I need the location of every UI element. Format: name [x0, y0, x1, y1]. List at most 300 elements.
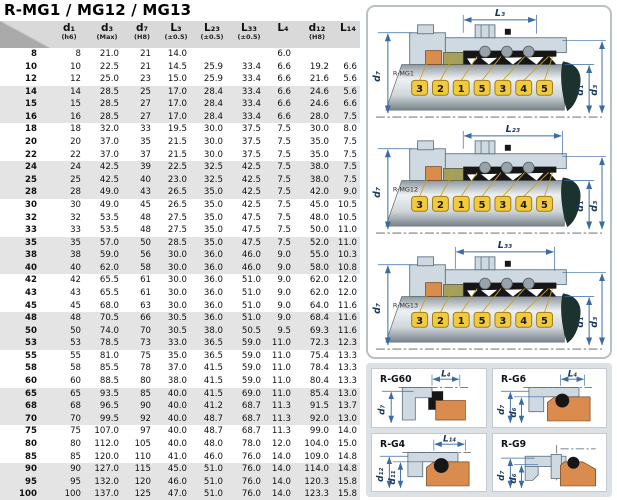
dimension-cell: 32.0	[99, 124, 119, 135]
dimension-cell: 11.3	[271, 413, 291, 424]
row-size-label: 50	[25, 325, 37, 336]
dimension-cell: 11.0	[271, 350, 291, 361]
dimension-cell: 58	[70, 363, 81, 374]
dim-label-d1: d₁	[575, 84, 587, 96]
dimension-cell: 14.0	[167, 49, 187, 59]
detail-panel-r-g6	[492, 368, 608, 428]
dimension-cell: 59.0	[241, 376, 261, 387]
dim-label-d7: d₇	[496, 470, 507, 481]
dimension-cell: 7.5	[343, 137, 357, 148]
dimension-cell: 47.5	[241, 212, 261, 223]
table-row	[0, 111, 360, 124]
dimension-cell: 11.3	[271, 401, 291, 412]
dimension-cell: 47.5	[241, 225, 261, 236]
dim-label-d11: d₁₁	[387, 470, 398, 485]
row-size-label: 43	[25, 287, 37, 298]
dimension-cell: 65.5	[99, 287, 119, 298]
dimension-cell: 13.0	[337, 413, 357, 424]
dimension-cell: 26.5	[167, 199, 187, 210]
svg-text:1: 1	[457, 199, 465, 211]
dimension-cell: 12.0	[337, 287, 357, 298]
dimension-cell: 68.4	[309, 313, 329, 324]
diagram-r-mg1	[368, 7, 610, 123]
dim-label-d1: d₁	[575, 200, 587, 212]
dimension-cell: 11.6	[337, 300, 357, 311]
dimension-cell: 41.5	[203, 363, 223, 374]
table-row	[0, 86, 360, 99]
table-row	[0, 174, 360, 187]
dimension-cell: 127.0	[94, 464, 119, 475]
table-row	[0, 350, 360, 363]
dimension-cell: 22.5	[167, 162, 187, 173]
dim-label-d7: d₇	[496, 404, 507, 415]
column-header: d₇ (H8)	[126, 21, 158, 48]
dimension-cell: 25.0	[99, 74, 119, 85]
dimension-cell: 30.0	[167, 287, 187, 298]
column-header: L₁₄	[336, 21, 360, 48]
dimension-cell: 14.5	[167, 61, 187, 72]
dimension-cell: 6.6	[277, 111, 291, 122]
dimension-cell: 58	[140, 262, 151, 273]
dimension-cell: 7.5	[277, 199, 291, 210]
dimension-cell: 52.0	[309, 237, 329, 248]
dimension-cell: 13.3	[337, 350, 357, 361]
dimension-cell: 10.5	[337, 199, 357, 210]
dimension-cell: 9.0	[277, 250, 291, 261]
dimension-cell: 57.0	[99, 237, 119, 248]
dimension-cell: 36.0	[203, 287, 223, 298]
column-header: L₃₃ (±0.5)	[230, 21, 268, 48]
dimension-cell: 30.0	[167, 275, 187, 286]
dimension-cell: 120.3	[304, 476, 329, 487]
dimension-cell: 17.0	[167, 111, 187, 122]
dimension-cell: 14.0	[271, 476, 291, 487]
dimension-cell: 42.0	[309, 187, 329, 198]
dimension-cell: 33	[70, 225, 81, 236]
dimension-cell: 51.0	[241, 313, 261, 324]
row-size-label: 53	[25, 338, 37, 349]
dimension-cell: 88.5	[99, 376, 119, 387]
dimension-cell: 7.5	[277, 162, 291, 173]
table-row	[0, 212, 360, 225]
dimension-cell: 14.8	[337, 451, 357, 462]
row-size-label: 25	[25, 174, 37, 185]
dimension-cell: 13.3	[337, 376, 357, 387]
panel-title: R-G60	[380, 373, 412, 385]
detail-panel-r-g4	[371, 433, 487, 493]
row-size-label: 75	[25, 426, 37, 437]
dimension-cell: 33.4	[241, 86, 261, 97]
dimension-cell: 45.0	[309, 199, 329, 210]
svg-text:4: 4	[520, 199, 528, 211]
svg-text:3: 3	[499, 199, 507, 211]
dimension-cell: 33.4	[241, 111, 261, 122]
dimension-cell: 70.5	[99, 313, 119, 324]
svg-text:3: 3	[416, 199, 424, 211]
row-size-label: 85	[25, 451, 37, 462]
dimension-cell: 28.5	[99, 86, 119, 97]
dimension-cell: 7.5	[277, 124, 291, 135]
table-row	[0, 300, 360, 313]
svg-text:4: 4	[520, 315, 528, 327]
svg-text:1: 1	[457, 315, 465, 327]
svg-text:5: 5	[478, 199, 486, 211]
table-row	[0, 400, 360, 413]
dimension-cell: 11.3	[271, 426, 291, 437]
dimension-cell: 36.0	[203, 300, 223, 311]
dimension-cell: 120	[134, 476, 151, 487]
row-size-label: 95	[25, 476, 37, 487]
dimension-cell: 7.5	[277, 237, 291, 248]
table-row	[0, 249, 360, 262]
dimension-cell: 6.6	[343, 99, 357, 110]
dimension-cell: 62.0	[309, 275, 329, 286]
dimension-cell: 38.0	[309, 162, 329, 173]
dim-top-l4	[560, 369, 584, 385]
table-row	[0, 224, 360, 237]
dimension-cell: 85.5	[99, 363, 119, 374]
dimension-cell: 96.5	[99, 401, 119, 412]
panel-title: R-G6	[500, 373, 526, 385]
dimension-cell: 53.5	[99, 225, 119, 236]
dimension-cell: 53	[70, 338, 81, 349]
row-size-label: 35	[25, 237, 37, 248]
dimension-cell: 40.0	[167, 401, 187, 412]
dimension-cell: 48.7	[203, 426, 223, 437]
diagram-name-label: R-MG13	[392, 301, 419, 310]
dim-label-l14: L₁₄	[442, 433, 457, 444]
dimension-cell: 47.0	[167, 489, 187, 500]
table-row	[0, 149, 360, 162]
dimension-cell: 93.5	[99, 388, 119, 399]
diagram-r-mg12	[368, 123, 610, 239]
dimension-cell: 123.3	[304, 489, 329, 500]
table-row	[0, 413, 360, 426]
dimension-cell: 19.5	[167, 124, 187, 135]
dimension-cell: 35.0	[203, 225, 223, 236]
svg-text:3: 3	[416, 83, 424, 95]
svg-text:3: 3	[416, 315, 424, 327]
dimension-cell: 65	[70, 388, 81, 399]
dimension-cell: 110	[134, 451, 151, 462]
dimension-cell: 30.5	[167, 313, 187, 324]
dimension-cell: 27.5	[167, 212, 187, 223]
dimension-cell: 6.6	[277, 74, 291, 85]
dimension-cell: 14.8	[337, 464, 357, 475]
dimension-cell: 76.0	[241, 451, 261, 462]
dimension-cell: 6.6	[277, 99, 291, 110]
dimension-cell: 40.0	[167, 438, 187, 449]
dimension-cell: 39	[140, 162, 151, 173]
dimension-cell: 36.0	[203, 250, 223, 261]
dim-label-d1: d₁	[575, 316, 587, 328]
dimension-cell: 11.0	[271, 338, 291, 349]
dimension-cell: 42.5	[241, 187, 261, 198]
dimension-cell: 12	[70, 74, 81, 85]
dimension-cell: 42.5	[241, 162, 261, 173]
dimension-cell: 21.0	[99, 49, 119, 59]
row-size-label: 65	[25, 388, 37, 399]
column-header: L₃ (±0.5)	[158, 21, 194, 48]
dimension-cell: 60	[70, 376, 81, 387]
dimension-cell: 48.0	[203, 438, 223, 449]
row-size-label: 55	[25, 350, 37, 361]
dimension-cell: 35.0	[203, 187, 223, 198]
table-row	[0, 488, 360, 500]
dimension-cell: 61	[140, 275, 151, 286]
dimension-cell: 33.4	[241, 74, 261, 85]
dimension-cell: 41.5	[203, 376, 223, 387]
dimension-cell: 37.5	[241, 137, 261, 148]
row-size-label: 30	[25, 199, 37, 210]
dimension-cell: 35.0	[167, 350, 187, 361]
row-size-label: 16	[25, 111, 37, 122]
dimension-cell: 48.0	[309, 212, 329, 223]
dimension-cell: 10.5	[337, 212, 357, 223]
dimension-cell: 69.0	[241, 388, 261, 399]
dimension-cell: 36.5	[203, 338, 223, 349]
dimension-cell: 112.0	[94, 438, 119, 449]
dimension-cell: 28.4	[203, 86, 223, 97]
dimension-cell: 107.0	[94, 426, 119, 437]
dimension-cell: 68.0	[99, 300, 119, 311]
table-row	[0, 274, 360, 287]
dimension-cell: 50	[70, 325, 81, 336]
dimension-cell: 37.0	[99, 137, 119, 148]
dimension-cell: 56	[140, 250, 151, 261]
dimension-cell: 21.5	[167, 149, 187, 160]
table-row	[0, 337, 360, 350]
row-size-label: 18	[25, 124, 37, 135]
dimension-cell: 33.4	[241, 99, 261, 110]
dimension-cell: 7.5	[343, 174, 357, 185]
dim-label-l4: L₄	[567, 369, 577, 380]
dimension-cell: 27.5	[167, 225, 187, 236]
dimension-cell: 7.5	[343, 162, 357, 173]
dimension-cell: 10.8	[337, 262, 357, 273]
dimension-cell: 43	[140, 187, 151, 198]
dimension-cell: 9.0	[277, 275, 291, 286]
dimension-cell: 80.4	[309, 376, 329, 387]
dimension-cell: 41.2	[203, 401, 223, 412]
dimension-cell: 6.6	[343, 61, 357, 72]
dim-label-d7: d₇	[377, 404, 388, 415]
dimension-cell: 61	[140, 287, 151, 298]
dimension-cell: 50.0	[309, 225, 329, 236]
row-size-label: 60	[25, 376, 37, 387]
panel-title: R-G9	[500, 438, 526, 450]
dimension-cell	[298, 48, 336, 61]
dimension-cell: 66	[140, 313, 151, 324]
dimension-cell: 30.0	[309, 124, 329, 135]
row-size-label: 20	[25, 137, 37, 148]
dim-label-d12: d₁₂	[375, 467, 386, 482]
dimension-cell: 7.5	[277, 174, 291, 185]
dim-label-d7: d₇	[371, 302, 383, 314]
dimension-cell: 15.8	[337, 489, 357, 500]
svg-text:2: 2	[436, 83, 444, 95]
dim-label-d6: d₆	[508, 472, 519, 484]
table-row	[0, 325, 360, 338]
dimension-cell: 47.5	[241, 237, 261, 248]
dimension-cell: 132.0	[94, 476, 119, 487]
dimension-cell: 49.0	[99, 199, 119, 210]
diagram-name-label: R-MG12	[392, 185, 419, 194]
column-header: L₂₃ (±0.5)	[194, 21, 230, 48]
dimension-cell: 32.5	[203, 162, 223, 173]
dimension-cell: 9.0	[277, 300, 291, 311]
table-corner-cell	[0, 21, 50, 48]
dimension-cell: 48	[140, 212, 151, 223]
diagram-r-mg13	[368, 239, 610, 355]
dimension-cell: 14	[70, 86, 81, 97]
dimension-cell: 99.0	[309, 426, 329, 437]
dimension-cell: 97	[140, 426, 151, 437]
dimension-cell: 6.6	[277, 86, 291, 97]
row-size-label: 38	[25, 250, 37, 261]
row-size-label: 14	[25, 86, 37, 97]
dim-label-d3: d₃	[589, 200, 601, 212]
row-size-label: 90	[25, 464, 37, 475]
dimension-cell: 21.6	[309, 74, 329, 85]
dimension-cell: 100	[64, 489, 81, 500]
dimension-cell: 64.0	[309, 300, 329, 311]
dimension-cell: 68.7	[241, 401, 261, 412]
dimension-cell: 70	[140, 325, 151, 336]
dimension-cell: 51.0	[203, 476, 223, 487]
dimension-cell: 78.0	[241, 438, 261, 449]
dimension-cell: 27	[140, 111, 151, 122]
dimension-cell: 78.5	[99, 338, 119, 349]
dimension-cell: 7.5	[343, 149, 357, 160]
row-size-label: 45	[25, 300, 37, 311]
diagram-name-label: R-MG1	[392, 69, 415, 78]
dimension-cell: 22	[70, 149, 81, 160]
dimension-cell: 30	[70, 199, 81, 210]
row-size-label: 15	[25, 99, 37, 110]
dimension-cell: 70	[70, 413, 81, 424]
dimension-cell: 50	[140, 237, 151, 248]
dimension-cell: 27	[140, 99, 151, 110]
dimension-cell: 35.0	[309, 149, 329, 160]
column-header: L₄	[268, 21, 298, 48]
table-row	[0, 161, 360, 174]
dimension-cell: 8	[75, 49, 81, 59]
svg-text:3: 3	[499, 315, 507, 327]
dimension-cell: 42	[70, 275, 81, 286]
row-size-label: 10	[25, 61, 37, 72]
dimension-cell: 15.8	[337, 476, 357, 487]
dimension-cell: 7.5	[277, 212, 291, 223]
dimension-cell: 6.0	[277, 49, 291, 59]
dimension-cell: 62.0	[99, 262, 119, 273]
dimension-cell: 35	[70, 237, 81, 248]
dimension-cell: 50.5	[241, 325, 261, 336]
dimension-cell: 12.0	[271, 438, 291, 449]
dimension-cell: 45.0	[167, 464, 187, 475]
dimension-cell: 42.5	[241, 174, 261, 185]
dim-label-l4: L₄	[441, 369, 451, 380]
dimension-cell: 37.5	[241, 124, 261, 135]
dimension-cell	[336, 48, 360, 61]
dimension-cell: 15.0	[337, 438, 357, 449]
dimension-cell: 11.0	[271, 376, 291, 387]
table-row	[0, 98, 360, 111]
dimension-cell: 38	[70, 250, 81, 261]
dimension-cell: 20	[70, 137, 81, 148]
dimension-cell: 74.0	[99, 325, 119, 336]
dimension-cell: 21.5	[167, 137, 187, 148]
dimension-cell: 24.6	[309, 99, 329, 110]
dimension-cell: 28.4	[203, 111, 223, 122]
dimension-cell: 37.5	[241, 149, 261, 160]
svg-text:1: 1	[457, 83, 465, 95]
dimension-cell: 49.0	[99, 187, 119, 198]
dim-top-l4	[432, 369, 460, 385]
dimension-cell: 91.5	[309, 401, 329, 412]
dimension-cell: 35.0	[203, 212, 223, 223]
dimension-cell: 63	[140, 300, 151, 311]
dimension-cell: 48	[70, 313, 81, 324]
dimension-cell: 15	[70, 99, 81, 110]
dimension-cell: 120.0	[94, 451, 119, 462]
gland-detail-grid	[366, 363, 612, 497]
dimension-cell: 17.0	[167, 86, 187, 97]
dimension-cell: 105	[134, 438, 151, 449]
dimension-cell: 35.0	[203, 237, 223, 248]
dimension-cell: 51.0	[241, 275, 261, 286]
dimension-cell: 109.0	[304, 451, 329, 462]
dimension-cell: 72.3	[309, 338, 329, 349]
dimension-cell: 59.0	[241, 338, 261, 349]
table-row	[0, 123, 360, 136]
dimension-cell: 65.5	[99, 275, 119, 286]
dimension-cell: 22.5	[99, 61, 119, 72]
dimension-cell: 7.5	[277, 225, 291, 236]
dimension-cell: 37	[140, 149, 151, 160]
dimension-cell: 35.0	[203, 199, 223, 210]
column-header: d₃ (Max)	[88, 21, 126, 48]
dimension-cell: 37.0	[167, 363, 187, 374]
dimension-cell: 75	[70, 426, 81, 437]
dimension-cell: 51.0	[241, 287, 261, 298]
dimension-cell: 33.0	[167, 338, 187, 349]
dimension-cell: 25	[70, 174, 81, 185]
dimension-cell: 33	[140, 124, 151, 135]
column-header: d₁₂ (H8)	[298, 21, 336, 48]
dim-label-l3: L₃	[494, 7, 505, 19]
row-size-label: 58	[25, 363, 37, 374]
dimension-cell: 12.3	[337, 338, 357, 349]
dimension-cell: 10	[70, 61, 81, 72]
dimension-cell: 7.5	[277, 187, 291, 198]
dimension-cell: 11.6	[337, 313, 357, 324]
dimension-cell: 55.0	[309, 250, 329, 261]
dimension-cell: 45	[70, 300, 81, 311]
dimension-cell: 36.0	[203, 275, 223, 286]
dimension-cell: 36.0	[203, 262, 223, 273]
dimension-cell: 92.0	[309, 413, 329, 424]
dimension-cell: 7.5	[277, 149, 291, 160]
dimension-cell: 114.0	[304, 464, 329, 475]
table-row	[0, 237, 360, 250]
column-header: d₁ (h6)	[50, 21, 88, 48]
dimension-cell: 11.0	[337, 225, 357, 236]
dimension-cell: 51.0	[241, 300, 261, 311]
dimension-cell: 90	[70, 464, 81, 475]
table-row	[0, 438, 360, 451]
dimension-cell: 85.4	[309, 388, 329, 399]
